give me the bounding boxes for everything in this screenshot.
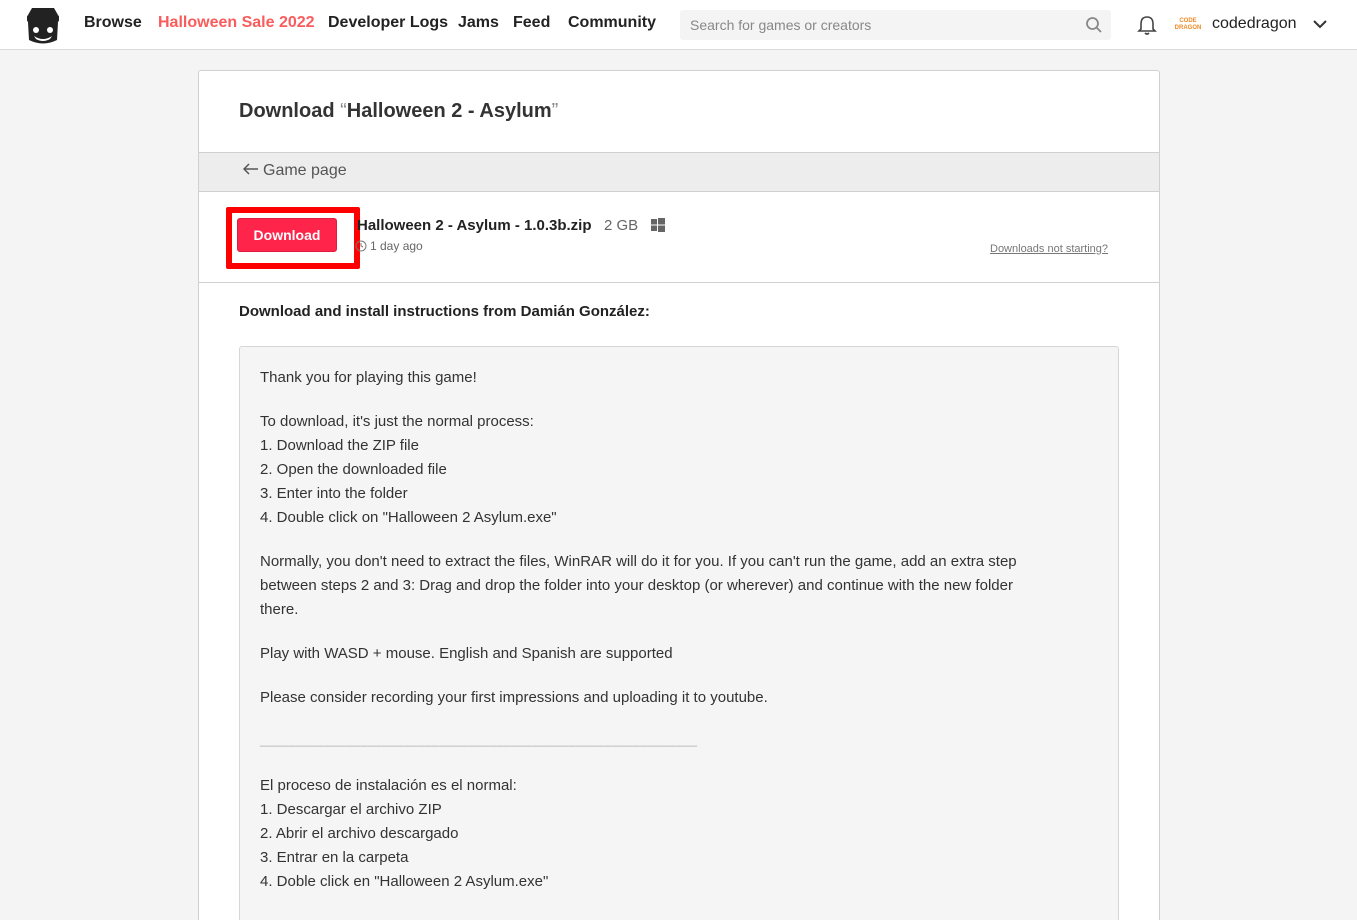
instruction-line: 1. Download the ZIP file: [260, 437, 419, 454]
user-avatar[interactable]: CODE DRAGON: [1174, 18, 1202, 31]
page-title: [239, 100, 558, 123]
upload-file-size: 2 GB: [604, 217, 639, 234]
instruction-line: between steps 2 and 3: Drag and drop the folder into your desktop (or wherever) and continue with the new folder: [260, 577, 1013, 594]
itchio-logo-icon[interactable]: [22, 5, 64, 47]
upload-row: [199, 193, 1159, 283]
downloads-not-starting-link[interactable]: Downloads not starting?: [990, 243, 1109, 255]
title-prefix: Download: [239, 100, 335, 122]
nav-developer-logs[interactable]: Developer Logs: [328, 14, 449, 31]
instruction-line: 1. Descargar el archivo ZIP: [260, 801, 442, 818]
instruction-line: 3. Enter into the folder: [260, 485, 408, 502]
download-highlight: [226, 207, 360, 269]
download-panel: [198, 70, 1160, 920]
username[interactable]: codedragon: [1212, 15, 1297, 32]
upload-date: 1 day ago: [370, 239, 423, 253]
nav-browse[interactable]: Browse: [84, 14, 142, 31]
instructions-box: [239, 346, 1119, 920]
arrow-left-icon: [243, 163, 259, 175]
instructions-title: Download and install instructions from Damián González:: [239, 303, 650, 320]
open-quote: “: [340, 100, 347, 122]
game-page-link[interactable]: [243, 162, 347, 180]
instruction-line: Play with WASD + mouse. English and Spanish are supported: [260, 645, 673, 662]
nav-halloween-sale[interactable]: Halloween Sale 2022: [158, 14, 315, 31]
instruction-line: 4. Doble click en "Halloween 2 Asylum.exe": [260, 873, 549, 890]
title-game-name: Halloween 2 - Asylum: [346, 100, 552, 122]
instruction-line: 4. Double click on "Halloween 2 Asylum.exe": [260, 509, 557, 526]
instruction-line: there.: [260, 601, 299, 618]
game-page-label: Game page: [263, 162, 347, 179]
download-button[interactable]: Download: [237, 218, 337, 252]
nav-jams[interactable]: Jams: [458, 14, 499, 31]
windows-icon: [651, 218, 665, 232]
chevron-down-icon[interactable]: [1312, 16, 1328, 32]
clock-icon: [355, 240, 367, 252]
instruction-line: 2. Open the downloaded file: [260, 461, 447, 478]
search-input[interactable]: [680, 10, 1080, 40]
top-navigation-bar: [0, 0, 1357, 50]
instruction-line: 2. Abrir el archivo descargado: [260, 825, 459, 842]
instruction-line: To download, it's just the normal process:: [260, 413, 534, 430]
nav-community[interactable]: Community: [568, 14, 656, 31]
upload-file-name: Halloween 2 - Asylum - 1.0.3b.zip: [357, 217, 592, 234]
instruction-line: Normally, you don't need to extract the files, WinRAR will do it for you. If you can't run the game, add an extra step: [260, 553, 1017, 570]
instruction-line: El proceso de instalación es el normal:: [260, 777, 517, 794]
search-icon[interactable]: [1085, 16, 1103, 34]
instruction-line: Please consider recording your first impressions and uploading it to youtube.: [260, 689, 768, 706]
close-quote: ”: [551, 100, 559, 122]
instruction-line: 3. Entrar en la carpeta: [260, 849, 409, 866]
instruction-divider: _____________________________________________________________: [260, 733, 698, 747]
back-bar: [199, 152, 1159, 192]
notification-bell-icon[interactable]: [1136, 14, 1158, 36]
nav-feed[interactable]: Feed: [513, 14, 551, 31]
search-box: [680, 10, 1111, 40]
instruction-line: Thank you for playing this game!: [260, 369, 477, 386]
